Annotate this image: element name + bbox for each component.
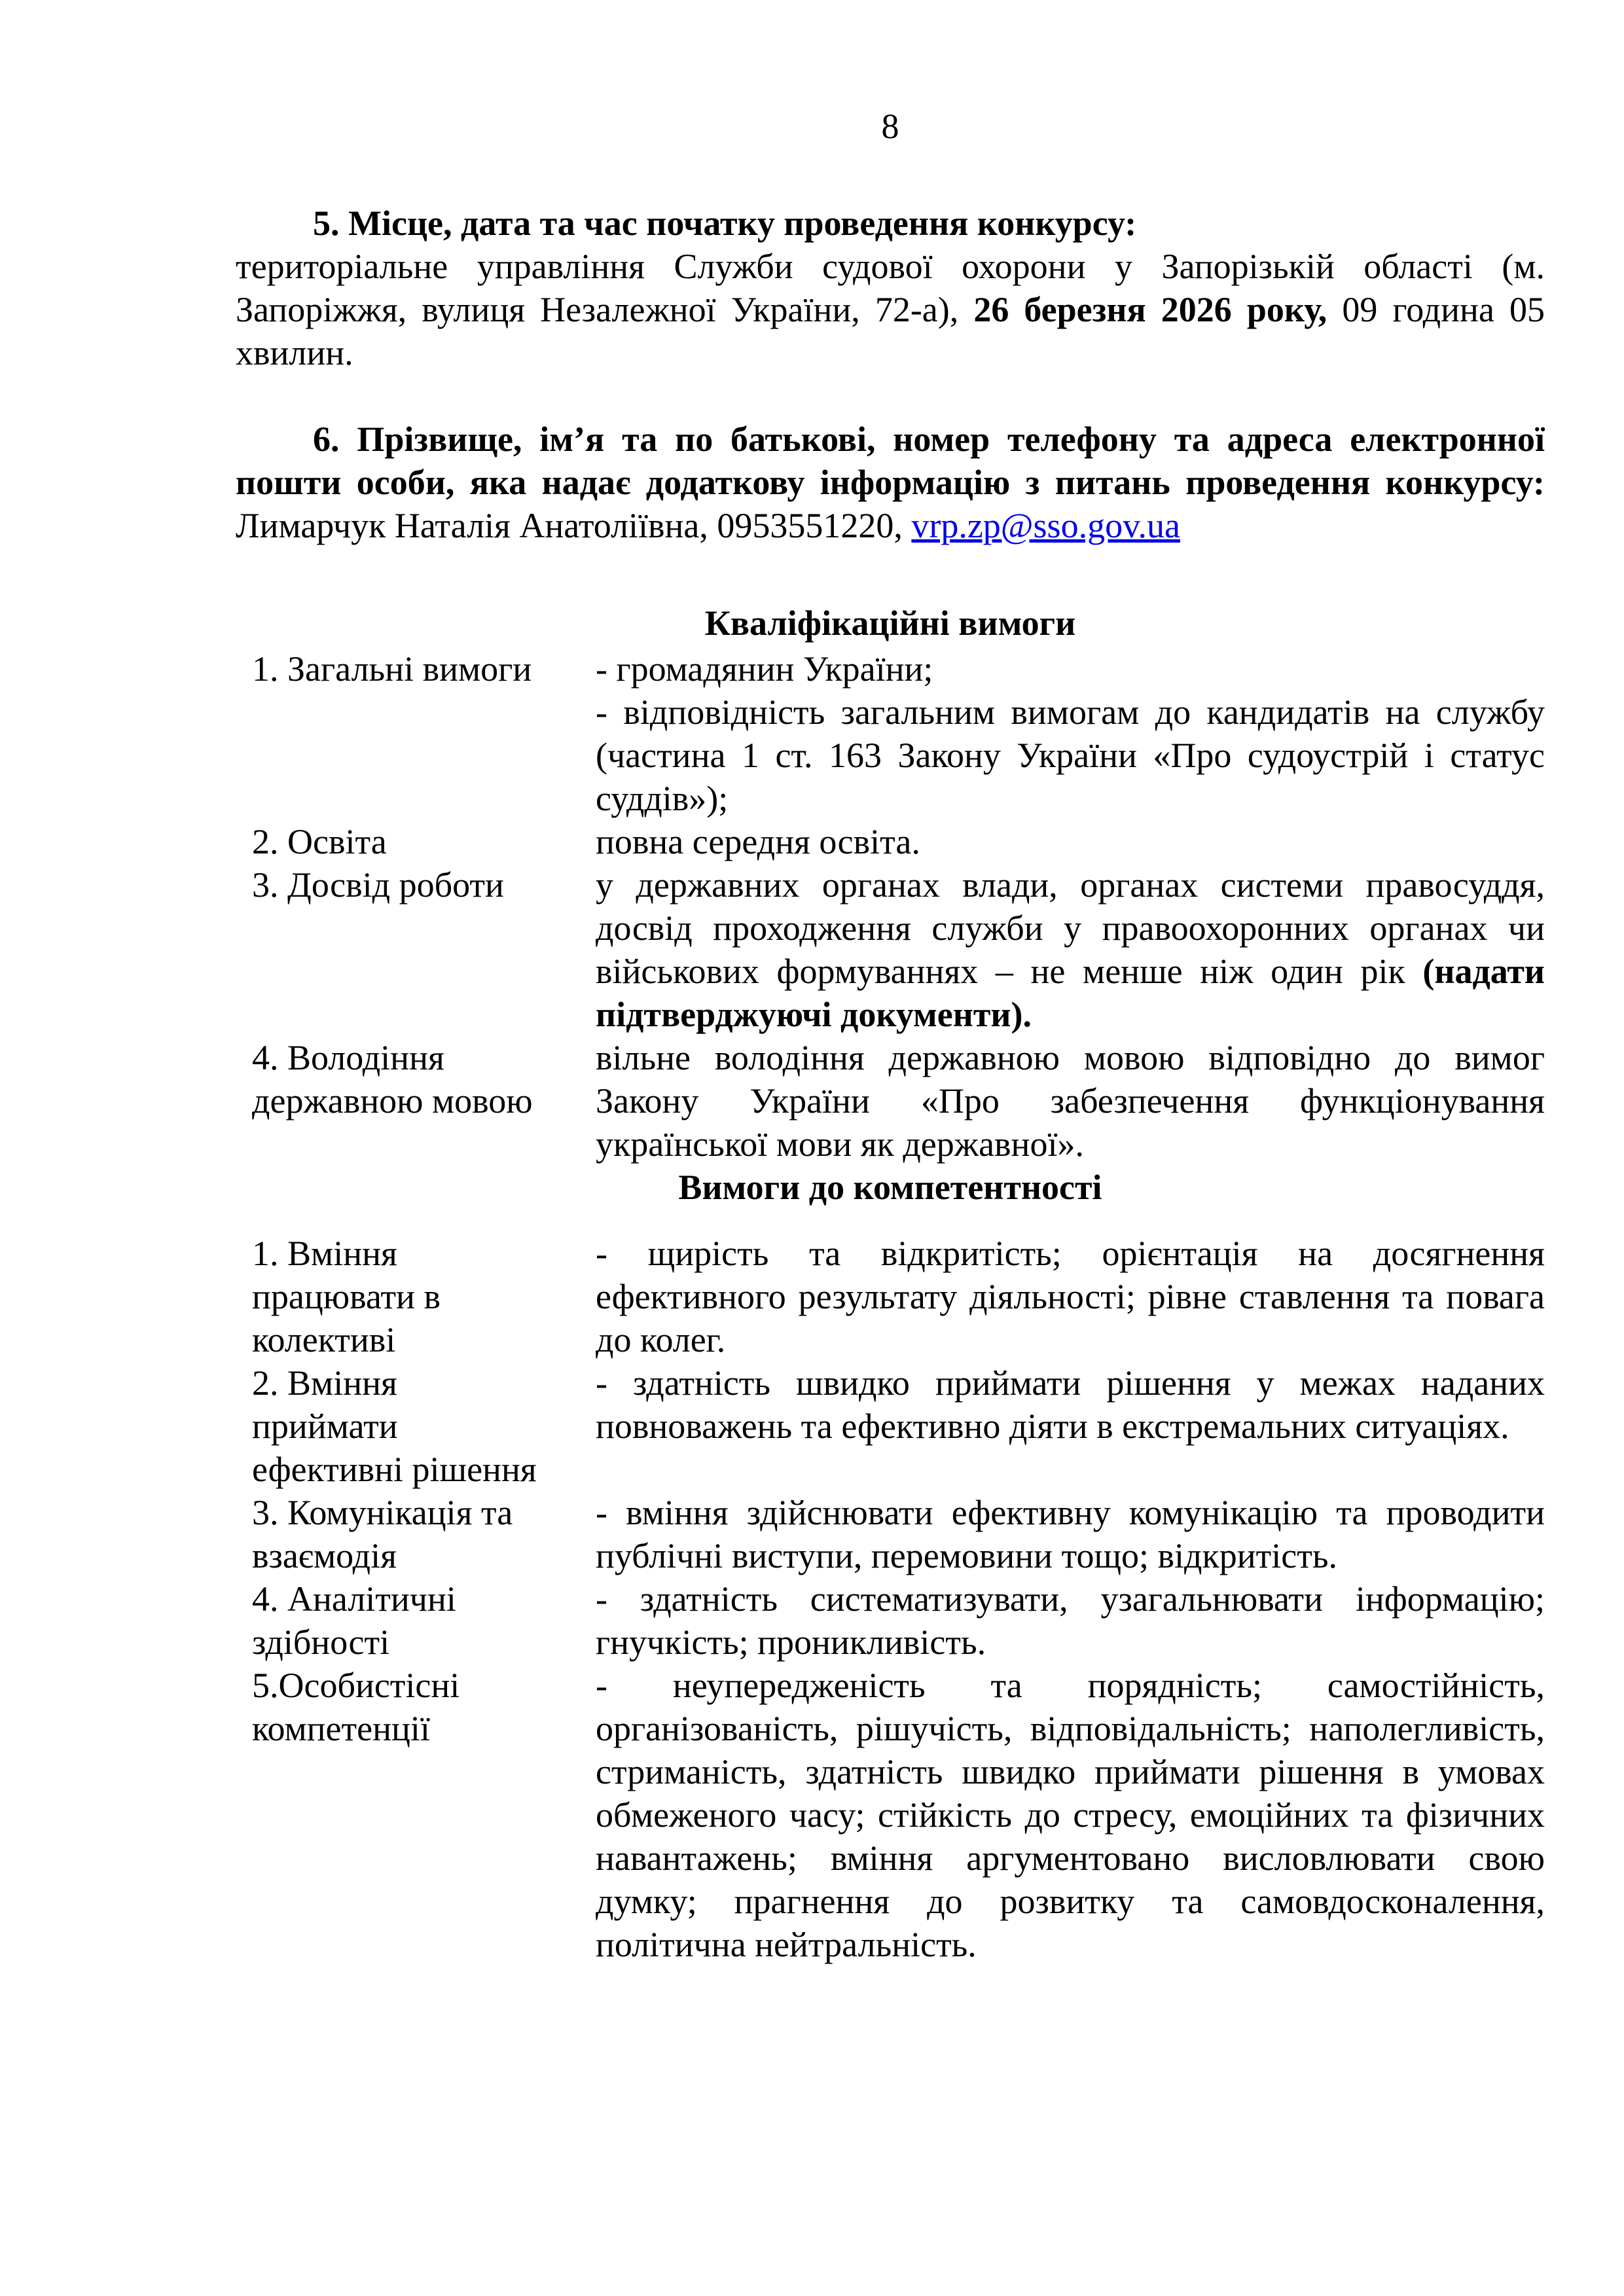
table-row — [252, 1577, 1545, 1664]
row-label-line: взаємодія — [252, 1536, 397, 1575]
row-value-item: - відповідність загальним вимогам до кандидатів на службу (частина 1 ст. 163 Закону України «Про судоустрій і статус суддів»); — [596, 692, 1545, 818]
section6-contact-text: Лимарчук Наталія Анатоліївна, 0953551220, — [236, 506, 912, 545]
row-value — [596, 1491, 1545, 1577]
table-row — [252, 863, 1545, 1036]
row-value-item: - вміння здійснювати ефективну комунікацію та проводити публічні виступи, перемовини тощо; відкритість. — [596, 1493, 1545, 1575]
row-label-line: 1. Вміння — [252, 1234, 397, 1273]
row-label-line: приймати — [252, 1407, 398, 1446]
row-label-line: компетенції — [252, 1709, 430, 1748]
row-label-line: ефективні рішення — [252, 1450, 537, 1489]
row-value-item: повна середня освіта. — [596, 822, 920, 861]
section5-body-text-2: 09 година 05 хвилин. — [236, 290, 1545, 372]
table-row — [252, 1036, 1545, 1166]
table-row — [252, 1232, 1545, 1361]
row-label-line: 2. Вміння — [252, 1363, 397, 1403]
qualification-table — [236, 647, 1545, 1166]
row-label — [252, 1232, 596, 1361]
section5-body — [236, 245, 1545, 374]
row-value — [596, 1577, 1545, 1664]
row-label-line: 4. Аналітичні — [252, 1579, 456, 1619]
row-value — [596, 647, 1545, 820]
row-label — [252, 1577, 596, 1664]
row-label — [252, 1491, 596, 1577]
row-label-line: 4. Володіння — [252, 1038, 444, 1077]
row-value — [596, 1036, 1545, 1166]
row-label-line: 3. Досвід роботи — [252, 865, 504, 905]
experience-docs-bold: (надати підтверджуючі документи). — [596, 952, 1545, 1034]
row-value — [596, 1361, 1545, 1448]
qualification-title: Кваліфікаційні вимоги — [704, 603, 1076, 643]
section6-heading-bold: 6. Прізвище, ім’я та по батькові, номер телефону та адреса електронної пошти особи, яка надає додаткову інформацію з питань проведення конкурсу: — [236, 420, 1545, 502]
row-value — [596, 820, 1545, 863]
table-row — [252, 1361, 1545, 1491]
section5-date-bold: 26 березня 2026 року, — [973, 290, 1327, 329]
row-value-item: вільне володіння державною мовою відповідно до вимог Закону України «Про забезпечення функціонування української мови як державної». — [596, 1038, 1545, 1164]
row-label-line: 3. Комунікація та — [252, 1493, 513, 1532]
email-link[interactable]: vrp.zp@sso.gov.ua — [911, 506, 1181, 545]
row-value — [596, 1664, 1545, 1966]
row-value-item: - громадянин України; — [596, 649, 933, 689]
row-label-line: 5.Особистісні — [252, 1666, 460, 1705]
row-value-item: - щирість та відкритість; орієнтація на досягнення ефективного результату діяльності; рівне ставлення та повага до колег. — [596, 1234, 1545, 1359]
row-value — [596, 863, 1545, 1036]
row-label-line: колективі — [252, 1320, 396, 1359]
table-row — [252, 647, 1545, 820]
row-label — [252, 863, 596, 906]
row-label — [252, 647, 596, 691]
row-label — [252, 1036, 596, 1122]
row-label-line: працювати в — [252, 1277, 441, 1316]
section5-heading: 5. Місце, дата та час початку проведення конкурсу: — [313, 204, 1137, 243]
row-value-item: - здатність систематизувати, узагальнювати інформацію; гнучкість; проникливість. — [596, 1579, 1545, 1662]
table-row — [252, 820, 1545, 863]
page-number: 8 — [881, 107, 899, 146]
competence-table — [236, 1232, 1545, 1966]
section6-paragraph — [236, 418, 1545, 547]
experience-text: у державних органах влади, органах системи правосуддя, досвід проходження служби у правоохоронних органах чи військових формуваннях – не менше ніж один рік — [596, 865, 1545, 991]
table-row — [252, 1664, 1545, 1966]
row-label-line: 1. Загальні вимоги — [252, 649, 532, 689]
competence-title: Вимоги до компетентності — [678, 1168, 1102, 1207]
row-label-line: державною мовою — [252, 1081, 533, 1121]
table-row — [252, 1491, 1545, 1577]
row-value-item — [596, 863, 1545, 1036]
row-label — [252, 1361, 596, 1491]
row-label-line: 2. Освіта — [252, 822, 387, 861]
section5-body-text-1: територіальне управління Служби судової охорони у Запорізькій області (м. Запоріжжя, вулиця Незалежної України, 72-а), — [236, 247, 1545, 329]
row-value — [596, 1232, 1545, 1361]
row-value-item: - здатність швидко приймати рішення у межах наданих повноважень та ефективно діяти в екстремальних ситуаціях. — [596, 1363, 1545, 1446]
row-value-item: - неупередженість та порядність; самостійність, організованість, рішучість, відповідальність; наполегливість, стриманість, здатність швидко приймати рішення в умовах обмеженого часу; стійкість до стресу, емоційних та фізичних навантажень; вміння аргументовано висловлювати свою думку; прагнення до розвитку та самовдосконалення, політична нейтральність. — [596, 1666, 1545, 1964]
row-label-line: здібності — [252, 1623, 390, 1662]
row-label — [252, 1664, 596, 1750]
row-label — [252, 820, 596, 863]
